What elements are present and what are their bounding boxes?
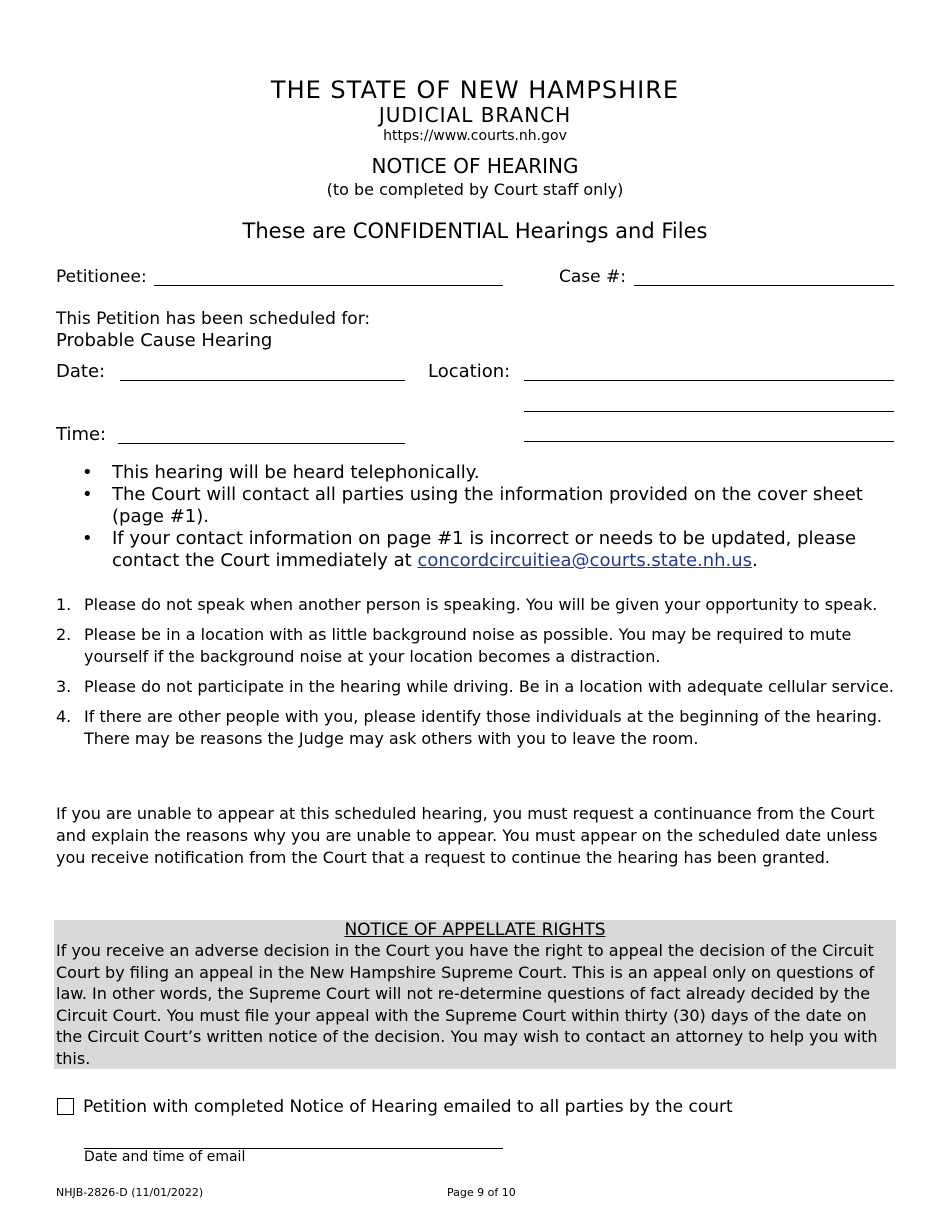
email-date-time-caption: Date and time of email [84,1149,246,1165]
case-number-field[interactable] [634,285,894,286]
date-label: Date: [56,361,106,382]
list-item: 1. Please do not speak when another person is speaking. You will be given your opportunity to speak. [56,595,878,614]
location-field-line-3[interactable] [524,441,894,442]
hearing-type: Probable Cause Hearing [56,330,273,351]
form-id: NHJB-2826-D (11/01/2022) [56,1186,204,1199]
petitionee-field[interactable] [154,285,503,286]
petitionee-label: Petitionee: [56,267,147,287]
hearing-rules-list [56,594,896,758]
page-number: Page 9 of 10 [447,1186,516,1199]
court-state-title: THE STATE OF NEW HAMPSHIRE [270,76,680,104]
list-item: 2. Please be in a location with as little background noise as possible. You may be required to mute yourself if the background noise at your location becomes a distraction. [56,625,852,666]
bullet-icon: • [82,528,93,549]
date-field[interactable] [120,380,405,381]
bullet-item: • If your contact information on page #1 is incorrect or needs to be updated, please contact the Court immediately at concordcircuitiea@courts.state.nh.us. [56,528,896,572]
bullet-item: • This hearing will be heard telephonically. [56,462,896,484]
location-field-line-1[interactable] [524,380,894,381]
list-item: 4. If there are other people with you, please identify those individuals at the beginning of the hearing. There may be reasons the Judge may ask others with you to leave the room. [56,707,882,748]
bullet-icon: • [82,484,93,505]
scheduled-intro: This Petition has been scheduled for: [56,309,371,329]
appellate-rights-box [54,920,896,1069]
location-label: Location: [428,361,511,382]
notice-subtitle: (to be completed by Court staff only) [326,180,624,199]
time-label: Time: [56,424,107,445]
court-email-link[interactable]: concordcircuitiea@courts.state.nh.us [417,550,753,571]
bullet-item: • The Court will contact all parties using the information provided on the cover sheet (page #1). [56,484,896,528]
notice-title: NOTICE OF HEARING [371,154,579,178]
emailed-checkbox-label: Petition with completed Notice of Hearing emailed to all parties by the court [83,1097,733,1117]
hearing-info-list [56,462,896,572]
location-field-line-2[interactable] [524,411,894,412]
appellate-rights-body: If you receive an adverse decision in the Court you have the right to appeal the decision of the Circuit Court by filing an appeal in the New Hampshire Supreme Court. This is an appeal only on questions of law. In other words, the Supreme Court will not re-determine questions of fact already decided by the Circuit Court. You must file your appeal with the Supreme Court within thirty (30) days of the date on the Circuit Court’s written notice of the decision. You may wish to contact an attorney to help you with this. [56,941,878,1068]
court-url: https://www.courts.nh.gov [383,128,567,144]
case-number-label: Case #: [559,267,626,287]
continuance-paragraph: If you are unable to appear at this scheduled hearing, you must request a continuance from the Court and explain the reasons why you are unable to appear. You must appear on the scheduled date unless you receive notification from the Court that a request to continue the hearing has been granted. [56,804,878,867]
bullet-icon: • [82,462,93,483]
emailed-checkbox[interactable] [57,1098,74,1115]
time-field[interactable] [118,443,405,444]
list-item: 3. Please do not participate in the hearing while driving. Be in a location with adequate cellular service. [56,677,894,696]
confidential-heading: These are CONFIDENTIAL Hearings and Files [242,219,708,243]
court-branch-title: JUDICIAL BRANCH [378,103,572,127]
appellate-rights-title: NOTICE OF APPELLATE RIGHTS [344,920,606,940]
